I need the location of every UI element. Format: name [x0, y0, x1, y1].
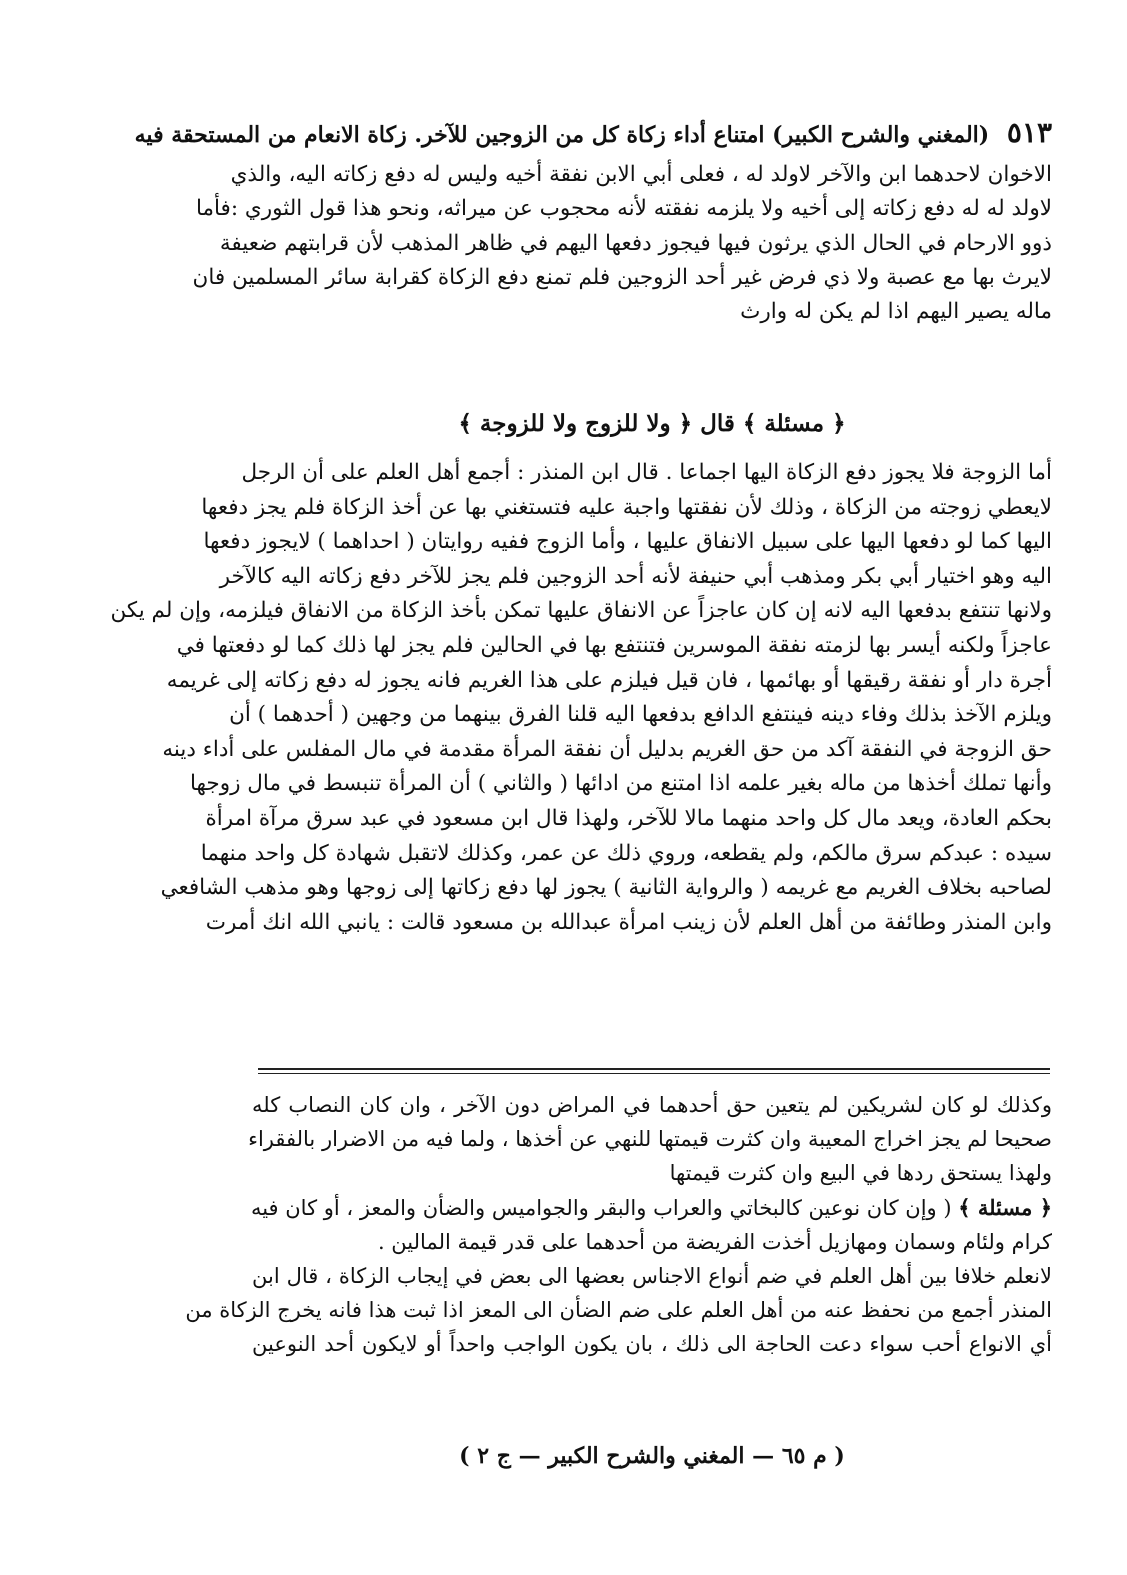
text-line: ذوو الارحام في الحال الذي يرثون فيها فيجوز دفعها اليهم في ظاهر المذهب لأن قرابتهم ضعيفة	[219, 230, 1052, 256]
text-line: لصاحبه بخلاف الغريم مع غريمه ( والرواية الثانية ) يجوز لها دفع زكاتها إلى زوجها وهو مذهب الشافعي	[160, 875, 1052, 901]
text-line: حق الزوجة في النفقة آكد من حق الغريم بدليل أن نفقة المرأة مقدمة في مال المفلس على أداء دينه	[162, 736, 1052, 762]
running-header	[134, 114, 1052, 152]
text-line: ماله يصير اليهم اذا لم يكن له وارث	[740, 299, 1052, 325]
text-line: اليه وهو اختيار أبي بكر ومذهب أبي حنيفة لأنه أحد الزوجين فلم يجز للآخر دفع زكاته اليه كالآخر	[219, 563, 1052, 589]
text-line: عاجزاً ولكنه أيسر بها لزمته نفقة الموسرين فتنتفع بها في الحالين فلم يجز لها ذلك كما لو دفعتها في	[176, 632, 1052, 658]
text-line: لايرث بها مع عصبة ولا ذي فرض غير أحد الزوجين فلم تمنع دفع الزكاة كقرابة سائر المسلمين فان	[192, 264, 1052, 290]
text-line: أجرة دار أو نفقة رقيقها أو بهائمها ، فان قيل فيلزم على هذا الغريم فانه يجوز له دفع زكاته إلى غريمه	[166, 667, 1052, 693]
footer-signature: ( م ٦٥ — المغني والشرح الكبير — ج ٢ )	[459, 1443, 845, 1469]
text-line: وأنها تملك أخذها من ماله بغير علمه اذا امتنع من ادائها ( والثاني ) أن المرأة تنبسط في مال زوجها	[189, 771, 1052, 797]
text-line: لايعطي زوجته من الزكاة ، وذلك لأن نفقتها واجبة عليه فتستغني بها عن أخذ الزكاة فلم يجز دفعها	[201, 494, 1052, 520]
text-line: كرام ولئام وسمان ومهازيل أخذت الفريضة من أحدهما على قدر قيمة المالين .	[377, 1229, 1052, 1254]
masala-line	[252, 1191, 1052, 1225]
masala-heading: ﴿ مسئلة ﴾ قال ﴿ ولا للزوج ولا للزوجة ﴾	[458, 410, 846, 437]
text-line: أما الزوجة فلا يجوز دفع الزكاة اليها اجماعا . قال ابن المنذر : أجمع أهل العلم على أن الرجل	[241, 460, 1052, 485]
page-number: ٥١٣	[1006, 116, 1052, 149]
main-text-block-1	[192, 158, 1052, 329]
text-line: وابن المنذر وطائفة من أهل العلم لأن زينب امرأة عبدالله بن مسعود قالت : يانبي الله انك أمرت	[205, 909, 1052, 935]
running-title: (المغني والشرح الكبير) امتناع أداء زكاة كل من الزوجين للآخر. زكاة الانعام من المستحقة فيه	[134, 122, 990, 148]
text-line: أي الانواع أحب سواء دعت الحاجة الى ذلك ، بان يكون الواجب واحداً أو لايكون أحد النوعين	[252, 1332, 1052, 1357]
text-line: صحيحا لم يجز اخراج المعيبة وان كثرت قيمتها للنهي عن أخذها ، ولما فيه من الاضرار بالفقراء	[248, 1127, 1052, 1152]
section-divider	[258, 1068, 1050, 1074]
text-line: اليها كما لو دفعها اليها على سبيل الانفاق عليها ، وأما الزوج ففيه روايتان ( احداهما ) لايجوز دفعها	[203, 529, 1052, 555]
masala-text: ( وإن كان نوعين كالبخاتي والعراب والبقر والجواميس والضأن والمعز ، أو كان فيه	[250, 1195, 952, 1220]
text-line: لانعلم خلافا بين أهل العلم في ضم أنواع الاجناس بعضها الى بعض في إيجاب الزكاة ، قال ابن	[252, 1263, 1052, 1288]
text-line: لاولد له له دفع زكاته إلى أخيه ولا يلزمه نفقته لأنه محجوب عن ميراثه، ونحو هذا قول الثوري :فأما	[195, 196, 1052, 222]
text-line: سيده : عبدكم سرق مالكم، ولم يقطعه، وروي ذلك عن عمر، وكذلك لاتقبل شهادة كل واحد منهما	[200, 840, 1052, 866]
main-text-block-2	[110, 456, 1052, 940]
text-line: ولهذا يستحق ردها في البيع وان كثرت قيمتها	[669, 1161, 1052, 1186]
text-line: ولانها تنتفع بدفعها اليه لانه إن كان عاجزاً عن الانفاق عليها تمكن بأخذ الزكاة من الانفاق فيلزمه، وإن لم يكن	[110, 598, 1052, 624]
text-line: وكذلك لو كان لشريكين لم يتعين حق أحدهما في المراض دون الآخر ، وان كان النصاب كله	[252, 1093, 1052, 1117]
masala-label: ﴿ مسئلة ﴾	[958, 1194, 1052, 1220]
lower-text-block	[185, 1088, 1052, 1362]
text-line: ويلزم الآخذ بذلك وفاء دينه فينتفع الدافع بدفعها اليه قلنا الفرق بينهما من وجهين ( أحدهما ) أن	[229, 702, 1052, 728]
text-line: بحكم العادة، ويعد مال كل واحد منهما مالا للآخر، ولهذا قال ابن مسعود في عبد سرق مرآة امرأة	[205, 805, 1052, 831]
text-line: المنذر أجمع من نحفظ عنه من أهل العلم على ضم الضأن الى المعز اذا ثبت هذا فانه يخرج الزكاة من	[185, 1298, 1052, 1323]
text-line: الاخوان لاحدهما ابن والآخر لاولد له ، فعلى أبي الابن نفقة أخيه وليس له دفع زكاته اليه، والذي	[230, 162, 1052, 187]
